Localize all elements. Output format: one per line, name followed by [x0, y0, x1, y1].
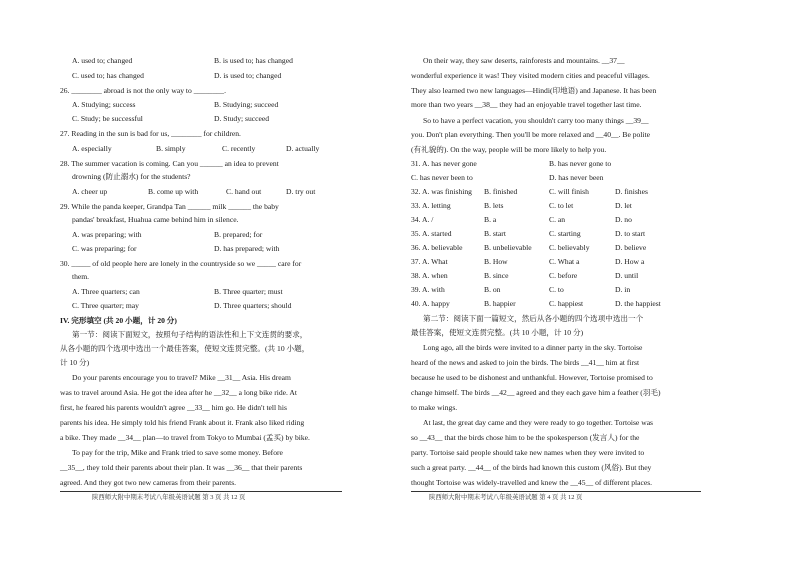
- q28-stem: 28. The summer vacation is coming. Can you ______ an idea to prevent: [60, 159, 279, 168]
- section-iv-title: IV. 完形填空 (共 20 小题，计 20 分): [60, 316, 177, 325]
- part1-instruction-1: 第一节：阅读下面短文，按照句子结构的语法性和上下文连贯的要求，: [72, 330, 308, 339]
- footer-rule: [60, 491, 342, 492]
- q30-option-a: A. Three quarters; can: [72, 287, 140, 296]
- q31-option-a: 31. A. has never gone: [411, 159, 477, 168]
- passage1-line: was to travel around Asia. He got the idea after he __32__ a long bike ride. At: [60, 388, 298, 397]
- page-footer-3: 陕西师大附中期末考试八年级英语试题 第 3 页 共 12 页: [92, 494, 246, 501]
- q29-option-d: D. has prepared; with: [214, 244, 280, 253]
- q30-stem-cont: them.: [72, 272, 90, 281]
- q35-option-d: D. to start: [615, 229, 646, 238]
- passage1-cont-line: more than two years __38__ they had an enjoyable travel together last time.: [411, 100, 642, 109]
- part1-instruction-3: 计 10 分): [60, 358, 90, 367]
- passage1-line: agreed. And they got two new cameras from their parents.: [60, 478, 237, 487]
- q26-stem: 26. ________ abroad is not the only way to ________.: [60, 86, 226, 95]
- q25-option-d: D. is used to; changed: [214, 71, 282, 80]
- passage1-line: __35__, they told their parents about their plan. It was __36__ that their parents: [60, 463, 303, 472]
- q40-option-c: C. happiest: [549, 299, 584, 308]
- q36-option-d: D. believe: [615, 243, 647, 252]
- passage2-line: At last, the great day came and they were ready to go together. Tortoise was: [423, 418, 654, 427]
- q31-option-d: D. has never been: [549, 173, 604, 182]
- q38-option-c: C. before: [549, 271, 578, 280]
- part1-instruction-2: 从各小题的四个选项中选出一个最佳答案，使短文连贯完整。(共 10 小题，: [60, 344, 310, 353]
- q34-option-c: C. an: [549, 215, 566, 224]
- page-footer-4: 陕西师大附中期末考试八年级英语试题 第 4 页 共 12 页: [429, 494, 583, 501]
- q29-stem-cont: pandas' breakfast, Huahua came behind him in silence.: [72, 215, 239, 224]
- passage1-line: first, he feared his parents wouldn't agree __33__ him go. He didn't tell his: [60, 403, 287, 412]
- q37-option-d: D. How a: [615, 257, 645, 266]
- q29-option-a: A. was preparing; with: [72, 230, 142, 239]
- q40-option-a: 40. A. happy: [411, 299, 450, 308]
- q32-option-c: C. will finish: [549, 187, 589, 196]
- q38-option-b: B. since: [484, 271, 509, 280]
- passage1-cont-line: you. Don't plan everything. Then you'll be more relaxed and __40__. Be polite: [411, 130, 651, 139]
- q27-option-c: C. recently: [222, 144, 256, 153]
- q36-option-a: 36. A. believable: [411, 243, 463, 252]
- q38-option-a: 38. A. when: [411, 271, 448, 280]
- passage2-line: Long ago, all the birds were invited to a dinner party in the sky. Tortoise: [423, 343, 643, 352]
- q29-stem: 29. While the panda keeper, Grandpa Tan ______ milk ______ the baby: [60, 202, 279, 211]
- q28-stem-cont: drowning (防止溺水) for the students?: [72, 172, 191, 181]
- passage1-cont-line: (有礼貌的). On the way, people will be more likely to help you.: [411, 145, 607, 154]
- q37-option-a: 37. A. What: [411, 257, 448, 266]
- q27-option-d: D. actually: [286, 144, 320, 153]
- q38-option-d: D. until: [615, 271, 639, 280]
- q30-option-c: C. Three quarter; may: [72, 301, 139, 310]
- passage2-line: such a great party. __44__ of the birds had known this custom (风俗). But they: [411, 463, 652, 472]
- q34-option-d: D. no: [615, 215, 632, 224]
- q28-option-a: A. cheer up: [72, 187, 108, 196]
- q33-option-b: B. lets: [484, 201, 504, 210]
- passage2-line: party. Tortoise said people should take new names when they were invited to: [411, 448, 645, 457]
- q32-option-b: B. finished: [484, 187, 518, 196]
- q26-option-b: B. Studying; succeed: [214, 100, 279, 109]
- right-page: [397, 0, 794, 561]
- q29-option-c: C. was preparing; for: [72, 244, 137, 253]
- q36-option-c: C. believably: [549, 243, 590, 252]
- passage2-line: to make wings.: [411, 403, 458, 412]
- q26-option-a: A. Studying; success: [72, 100, 136, 109]
- q25-option-b: B. is used to; has changed: [214, 56, 293, 65]
- q33-option-c: C. to let: [549, 201, 574, 210]
- q39-option-b: B. on: [484, 285, 501, 294]
- q27-option-b: B. simply: [156, 144, 186, 153]
- q37-option-c: C. What a: [549, 257, 580, 266]
- q27-stem: 27. Reading in the sun is bad for us, ________ for children.: [60, 129, 241, 138]
- q40-option-b: B. happier: [484, 299, 516, 308]
- q25-option-a: A. used to; changed: [72, 56, 133, 65]
- q30-option-b: B. Three quarter; must: [214, 287, 283, 296]
- q31-option-b: B. has never gone to: [549, 159, 612, 168]
- q39-option-d: D. in: [615, 285, 631, 294]
- q29-option-b: B. prepared; for: [214, 230, 263, 239]
- q28-option-d: D. try out: [286, 187, 316, 196]
- q33-option-a: 33. A. letting: [411, 201, 451, 210]
- passage2-line: change himself. The birds __42__ agreed and they each gave him a feather (羽毛): [411, 388, 661, 397]
- q33-option-d: D. let: [615, 201, 632, 210]
- q39-option-c: C. to: [549, 285, 564, 294]
- q39-option-a: 39. A. with: [411, 285, 445, 294]
- q25-option-c: C. used to; has changed: [72, 71, 144, 80]
- passage1-line: parents his idea. He simply told his friend Frank about it. Frank also liked riding: [60, 418, 305, 427]
- passage2-line: because he used to be dishonest and unthankful. However, Tortoise promised to: [411, 373, 653, 382]
- q35-option-c: C. starting: [549, 229, 581, 238]
- q34-option-b: B. a: [484, 215, 497, 224]
- q30-stem: 30. _____ of old people here are lonely in the countryside so we _____ care for: [60, 259, 302, 268]
- q28-option-b: B. come up with: [148, 187, 199, 196]
- passage1-cont-line: wonderful experience it was! They visited modern cities and peaceful villages.: [411, 71, 650, 80]
- passage2-line: thought Tortoise was widely-travelled and knew the __45__ of different places.: [411, 478, 653, 487]
- q35-option-a: 35. A. started: [411, 229, 452, 238]
- part2-instruction-2: 最佳答案，使短文连贯完整。(共 10 小题，计 10 分): [411, 328, 584, 337]
- q31-option-c: C. has never been to: [411, 173, 473, 182]
- q30-option-d: D. Three quarters; should: [214, 301, 292, 310]
- q34-option-a: 34. A. /: [411, 215, 434, 224]
- q32-option-a: 32. A. was finishing: [411, 187, 472, 196]
- q26-option-d: D. Study; succeed: [214, 114, 270, 123]
- q37-option-b: B. How: [484, 257, 508, 266]
- q40-option-d: D. the happiest: [615, 299, 661, 308]
- part2-instruction-1: 第二节：阅读下面一篇短文，然后从各小题的四个选项中选出一个: [423, 314, 644, 323]
- passage1-cont-line: They also learned two new languages—Hindi(印地语) and Japanese. It has been: [411, 86, 657, 95]
- passage1-cont-line: So to have a perfect vacation, you shouldn't carry too many things __39__: [423, 116, 649, 125]
- q36-option-b: B. unbelievable: [484, 243, 532, 252]
- passage2-line: heard of the news and asked to join the birds. The birds __41__ him at first: [411, 358, 640, 367]
- q26-option-c: C. Study; be successful: [72, 114, 143, 123]
- q35-option-b: B. start: [484, 229, 506, 238]
- footer-rule: [411, 491, 701, 492]
- q28-option-c: C. hand out: [226, 187, 262, 196]
- passage1-line: a bike. They made __34__ plan—to travel from Tokyo to Mumbai (孟买) by bike.: [60, 433, 310, 442]
- passage1-line: Do your parents encourage you to travel? Mike __31__ Asia. His dream: [72, 373, 291, 382]
- q32-option-d: D. finishes: [615, 187, 648, 196]
- passage1-cont-line: On their way, they saw deserts, rainforests and mountains. __37__: [423, 56, 625, 65]
- passage2-line: so __43__ that the birds chose him to be the spokesperson (发言人) for the: [411, 433, 640, 442]
- passage1-line: To pay for the trip, Mike and Frank tried to save some money. Before: [72, 448, 283, 457]
- q27-option-a: A. especially: [72, 144, 112, 153]
